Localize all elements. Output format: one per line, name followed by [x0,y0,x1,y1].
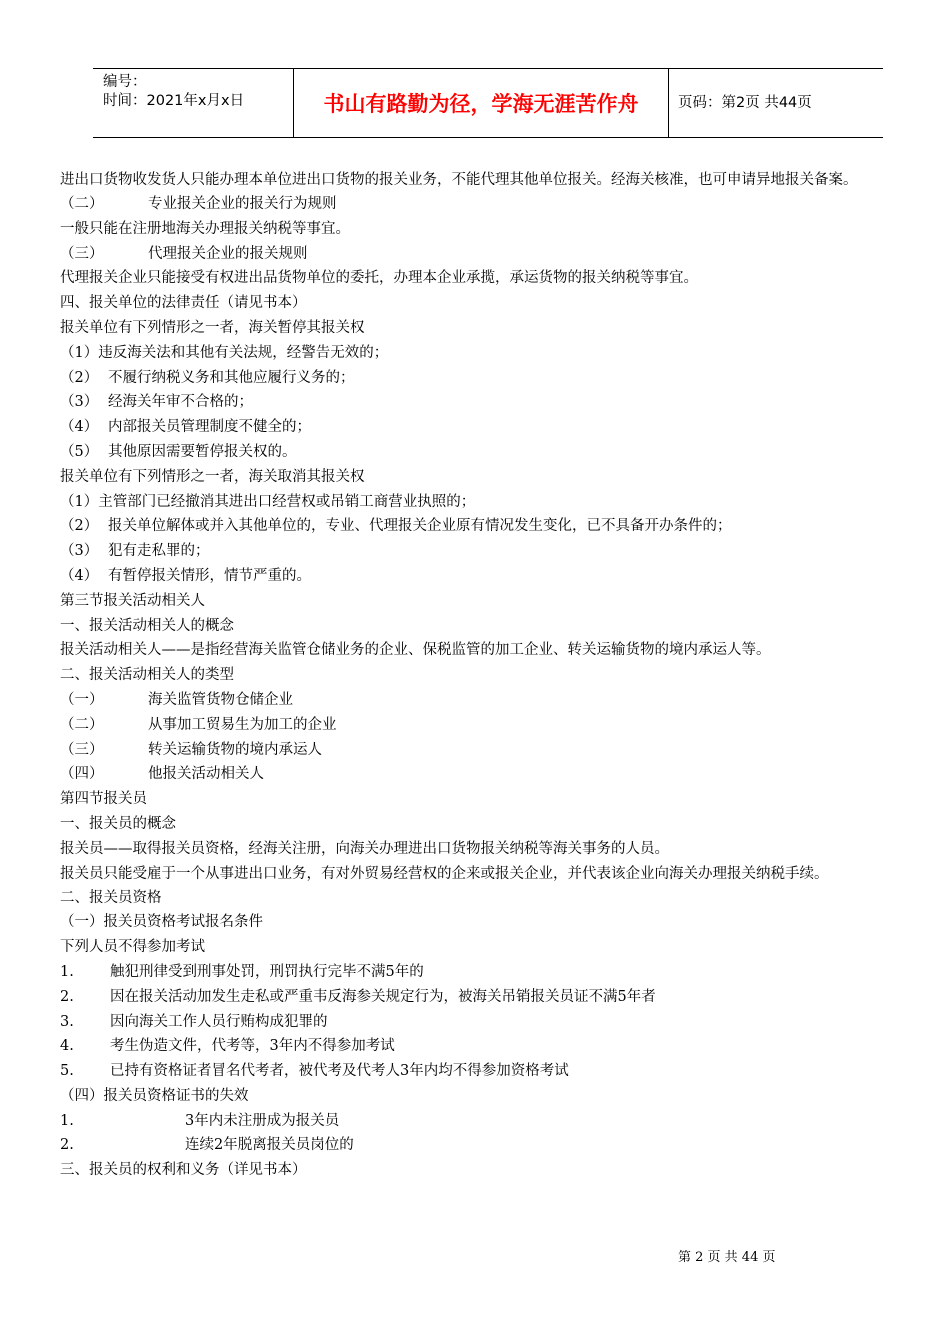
line-text: 不履行纳税义务和其他应履行义务的； [108,369,355,386]
body-line [60,341,920,366]
list-number: 5. [60,1063,74,1080]
body-line [60,1158,920,1183]
body-line [60,1059,920,1084]
line-text: 内部报关员管理制度不健全的； [108,419,311,436]
body-line [60,1084,920,1109]
line-text: 下列人员不得参加考试 [60,939,205,956]
body-line [60,316,920,341]
line-text: 代理报关企业只能接受有权进出品货物单位的委托，办理本企业承揽，承运货物的报关纳税等事宜。 [60,270,698,287]
body-line [60,762,920,787]
body-line [60,192,920,217]
line-text: 连续2年脱离报关员岗位的 [185,1137,354,1154]
list-number: （二） [60,716,104,733]
line-text: 二、报关活动相关人的类型 [60,667,234,684]
list-number: 1. [60,1112,74,1129]
body-line [60,589,920,614]
line-text: 报关单位解体或并入其他单位的，专业、代理报关企业原有情况发生变化，已不具备开办条件的； [108,518,732,535]
body-line [60,886,920,911]
list-number: 1. [60,963,74,980]
header-motto-cell [293,69,669,137]
body-line [60,168,920,192]
body-line [60,490,920,515]
list-number: （2） [60,369,99,386]
list-number: 4. [60,1038,74,1055]
list-number: （三） [60,741,104,758]
line-text: 3年内未注册成为报关员 [185,1112,340,1129]
body-line [60,242,920,267]
body-line [60,638,920,663]
line-text: 报关员——取得报关员资格，经海关注册，向海关办理进出口货物报关纳税等海关事务的人员。 [60,840,669,857]
document-header [93,68,883,138]
line-text: 第三节报关活动相关人 [60,592,205,609]
body-line [60,935,920,960]
list-number: （5） [60,443,99,460]
line-text: 专业报关企业的报关行为规则 [148,196,337,212]
line-text: 三、报关员的权利和义务（详见书本） [60,1162,307,1179]
body-line [60,266,920,291]
line-text: 经海关年审不合格的； [108,394,253,411]
list-number: （二） [60,196,104,212]
list-number: （3） [60,543,99,560]
line-text: 报关单位有下列情形之一者，海关取消其报关权 [60,468,365,485]
line-text: 报关活动相关人——是指经营海关监管仓储业务的企业、保税监管的加工企业、转关运输货物的境内承运人等。 [60,642,771,659]
document-body [60,168,920,1183]
line-text: 一般只能在注册地海关办理报关纳税等事宜。 [60,220,350,237]
list-number: （2） [60,518,99,535]
body-line [60,1034,920,1059]
body-line [60,465,920,490]
line-text: 代理报关企业的报关规则 [148,245,308,262]
line-text: 海关监管货物仓储企业 [148,691,293,708]
body-line [60,985,920,1010]
line-text: 转关运输货物的境内承运人 [148,741,322,758]
line-text: 犯有走私罪的； [108,543,210,560]
line-text: 因在报关活动加发生走私或严重韦反海参关规定行为，被海关吊销报关员证不满5年者 [110,988,656,1005]
body-line [60,415,920,440]
line-text: 一、报关员的概念 [60,815,176,832]
list-number: （三） [60,245,104,262]
line-text: 四、报关单位的法律责任（请见书本） [60,295,307,312]
body-line [60,738,920,763]
line-text: 有暂停报关情形，情节严重的。 [108,567,311,584]
line-text: （1）主管部门已经撤消其进出口经营权或吊销工商营业执照的； [60,493,476,510]
body-line [60,713,920,738]
body-line [60,1109,920,1134]
body-line [60,787,920,812]
line-text: 已持有资格证者冒名代考者，被代考及代考人3年内均不得参加资格考试 [110,1063,569,1080]
body-line [60,217,920,242]
list-number: 2. [60,988,74,1005]
line-text: （1）违反海关法和其他有关法规，经警告无效的； [60,344,389,361]
list-number: 2. [60,1137,74,1154]
line-text: 一、报关活动相关人的概念 [60,617,234,634]
list-number: （4） [60,419,99,436]
body-line [60,837,920,862]
line-text: 进出口货物收发货人只能办理本单位进出口货物的报关业务，不能代理其他单位报关。经海关核准，也可申请异地报关备案。 [60,172,858,188]
time-label: 时间：2021年x月x日 [103,93,245,109]
body-line [60,614,920,639]
body-line [60,862,920,886]
list-number: （四） [60,766,104,783]
body-line [60,539,920,564]
line-text: （四）报关员资格证书的失效 [60,1087,249,1104]
page-info: 页码：第2页 共44页 [678,94,812,111]
motto-text: 书山有路勤为径，学海无涯苦作舟 [323,92,639,116]
body-line [60,1133,920,1158]
body-line [60,910,920,935]
line-text: 触犯刑律受到刑事处罚，刑罚执行完毕不满5年的 [110,963,424,980]
line-text: （一）报关员资格考试报名条件 [60,914,263,931]
body-line [60,1010,920,1035]
line-text: 从事加工贸易生为加工的企业 [148,716,337,733]
line-text: 报关员只能受雇于一个从事进出口业务，有对外贸易经营权的企来或报关企业，并代表该企业向海关办理报关纳税手续。 [60,865,829,882]
body-line [60,390,920,415]
list-number: （4） [60,567,99,584]
body-line [60,564,920,589]
body-line [60,812,920,837]
body-line [60,663,920,688]
line-text: 第四节报关员 [60,791,147,808]
number-label: 编号： [103,74,147,90]
body-line [60,291,920,316]
line-text: 二、报关员资格 [60,889,162,906]
body-line [60,960,920,985]
header-info-cell [93,69,293,137]
body-line [60,366,920,391]
body-line [60,440,920,465]
body-line [60,514,920,539]
list-number: （3） [60,394,99,411]
line-text: 报关单位有下列情形之一者，海关暂停其报关权 [60,319,365,336]
line-text: 因向海关工作人员行贿构成犯罪的 [110,1013,328,1030]
body-line [60,688,920,713]
page-footer: 第 2 页 共 44 页 [678,1250,776,1265]
line-text: 他报关活动相关人 [148,766,264,783]
header-page-cell [668,69,883,137]
list-number: （一） [60,691,104,708]
line-text: 考生伪造文件，代考等，3年内不得参加考试 [110,1038,395,1055]
line-text: 其他原因需要暂停报关权的。 [108,443,297,460]
list-number: 3. [60,1013,74,1030]
